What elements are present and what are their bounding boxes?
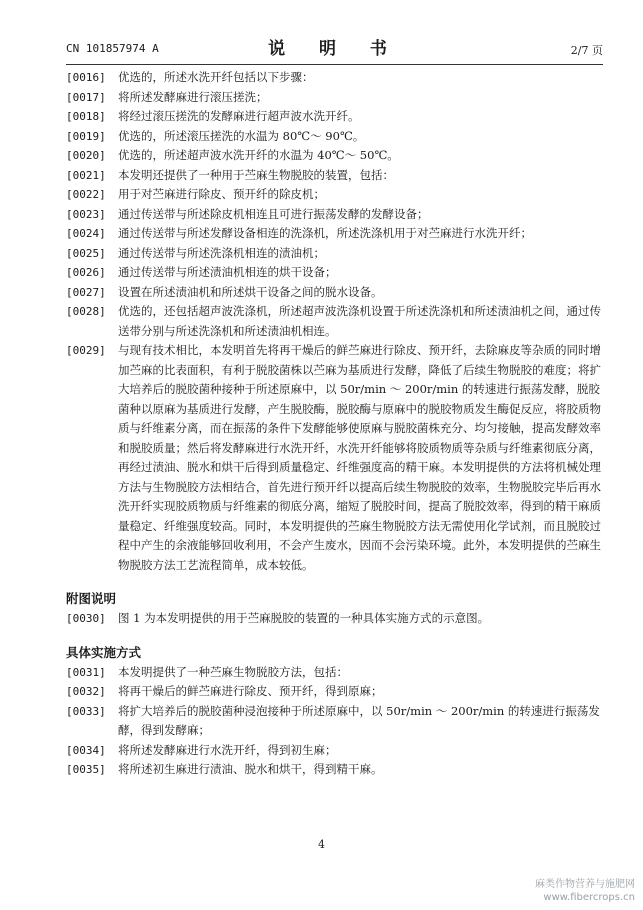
paragraph-number: [0030] <box>66 612 106 625</box>
paragraph-text: 用于对苎麻进行除皮、预开纤的除皮机； <box>118 187 325 201</box>
paragraph <box>66 146 606 166</box>
paragraph-text: 本发明提供了一种苎麻生物脱胶方法，包括： <box>118 664 348 679</box>
paragraph-number: [0031] <box>66 665 106 679</box>
paragraph-text: 将所述发酵麻进行滚压搓洗； <box>118 89 268 104</box>
paragraph-text: 将经过滚压搓洗的发酵麻进行超声波水洗开纤。 <box>118 109 360 123</box>
paragraph <box>66 302 606 341</box>
page-label: 2/7 页 <box>570 44 603 57</box>
paragraph-number: [0017] <box>66 90 106 104</box>
paragraph-number: [0033] <box>66 704 106 718</box>
paragraph-number: [0020] <box>66 149 106 162</box>
paragraph-number: [0027] <box>66 285 106 299</box>
paragraph <box>66 244 606 264</box>
paragraph-number: [0034] <box>66 743 106 757</box>
paragraph-text: 优选的，所述滚压搓洗的水温为 80℃～ 90℃。 <box>118 128 365 143</box>
paragraph-number: [0035] <box>66 763 106 776</box>
paragraph-number: [0029] <box>66 344 106 357</box>
paragraph-text: 本发明还提供了一种用于苎麻生物脱胶的装置，包括： <box>118 167 394 182</box>
paragraph-list-embodiments <box>66 663 606 780</box>
paragraph-text: 设置在所述渍油机和所述烘干设备之间的脱水设备。 <box>118 284 383 299</box>
paragraph <box>66 609 606 629</box>
paragraph-text: 图 1 为本发明提供的用于苎麻脱胶的装置的一种具体实施方式的示意图。 <box>118 611 490 625</box>
paragraph <box>66 341 606 575</box>
paragraph <box>66 263 606 283</box>
paragraph-number: [0028] <box>66 305 106 318</box>
paragraph-text: 将扩大培养后的脱胶菌种浸泡接种于所述原麻中，以 50r/min ～ 200r/min 的转速进行振荡发酵，得到发酵麻； <box>118 703 600 737</box>
paragraph-number: [0016] <box>66 71 106 84</box>
paragraph <box>66 68 606 88</box>
paragraph-text: 与现有技术相比，本发明首先将再干燥后的鲜苎麻进行除皮、预开纤，去除麻皮等杂质的同时增加苎麻的比表面积，有利于脱胶菌株以苎麻为基质进行发酵，降低了后续生物脱胶的难度；将扩大培养后的脱胶菌种接种于所述原麻中，以 50r/min ～ 200r/min 的转速进行振荡发酵，脱胶菌种以原麻为基质进行发酵，产生脱胶酶，脱胶酶与原麻中的脱胶物质发生酶促反应，将胶质物质与纤维素分离，而在振荡的条件下发酵能够使原麻与脱胶菌株充分、均匀接触，提高发酵效率和脱胶质量；然后将发酵麻进行水洗开纤，水洗开纤能够将胶质物质等杂质与纤维素彻底分离，再经过渍油、脱水和烘干后得到质量稳定、纤维强度高的精干麻。本发明提供的方法将机械处理方法与生物脱胶方法相结合，首先进行预开纤以提高后续生物脱胶的效率，生物脱胶完毕后再水洗开纤实现胶质物质与纤维素的彻底分离，缩短了脱胶时间，提高了脱胶效率，得到的精干麻质量稳定、纤维强度较高。同时，本发明提供的苎麻生物脱胶方法无需使用化学试剂，而且脱胶过程中产生的余液能够回收利用，不会产生废水，因而不会污染环境。此外，本发明提供的苎麻生物脱胶方法工艺流程简单，成本较低。 <box>118 343 601 572</box>
paragraph-number: [0026] <box>66 266 106 279</box>
paragraph-list-main <box>66 68 606 575</box>
paragraph <box>66 205 606 225</box>
paragraph-number: [0019] <box>66 129 106 143</box>
watermark-site-name: 麻类作物营养与施肥网 <box>535 879 635 890</box>
paragraph-text: 通过传送带与所述发酵设备相连的洗涤机，所述洗涤机用于对苎麻进行水洗开纤； <box>118 226 532 240</box>
paragraph-number: [0018] <box>66 110 106 123</box>
document-number: CN 101857974 A <box>66 42 159 55</box>
paragraph-text: 通过传送带与所述渍油机相连的烘干设备； <box>118 265 337 279</box>
paragraph-number: [0025] <box>66 246 106 260</box>
paragraph <box>66 88 606 108</box>
document-title: 说 明 书 <box>268 39 401 59</box>
paragraph-number: [0032] <box>66 685 106 698</box>
paragraph-text: 优选的，所述水洗开纤包括以下步骤： <box>118 70 314 84</box>
paragraph-number: [0022] <box>66 188 106 201</box>
paragraph-text: 将再干燥后的鲜苎麻进行除皮、预开纤，得到原麻； <box>118 684 383 698</box>
paragraph <box>66 107 606 127</box>
paragraph <box>66 166 606 186</box>
document-body <box>66 68 606 780</box>
paragraph <box>66 760 606 780</box>
paragraph-text: 优选的，所述超声波水洗开纤的水温为 40℃～ 50℃。 <box>118 148 399 162</box>
paragraph-text: 将所述初生麻进行渍油、脱水和烘干，得到精干麻。 <box>118 762 383 776</box>
paragraph-text: 通过传送带与所述除皮机相连且可进行振荡发酵的发酵设备； <box>118 206 429 221</box>
section-heading-figures: 附图说明 <box>66 591 117 606</box>
paragraph <box>66 185 606 205</box>
paragraph-text: 将所述发酵麻进行水洗开纤，得到初生麻； <box>118 742 337 757</box>
paragraph <box>66 127 606 147</box>
page-header <box>66 30 603 65</box>
section-heading-embodiments: 具体实施方式 <box>66 644 142 660</box>
paragraph-text: 优选的，还包括超声波洗涤机，所述超声波洗涤机设置于所述洗涤机和所述渍油机之间，通过传送带分别与所述洗涤机和所述渍油机相连。 <box>118 304 601 338</box>
paragraph <box>66 283 606 303</box>
watermark <box>535 878 635 904</box>
paragraph <box>66 702 606 741</box>
paragraph-number: [0024] <box>66 227 106 240</box>
paragraph <box>66 741 606 761</box>
paragraph-text: 通过传送带与所述洗涤机相连的渍油机； <box>118 245 325 260</box>
paragraph-list-figures <box>66 609 606 629</box>
page-number: 4 <box>318 838 325 851</box>
paragraph-number: [0021] <box>66 168 106 182</box>
paragraph <box>66 682 606 702</box>
watermark-url: www.fibercrops.cn <box>543 892 635 903</box>
paragraph <box>66 663 606 683</box>
paragraph-number: [0023] <box>66 207 106 221</box>
paragraph <box>66 224 606 244</box>
